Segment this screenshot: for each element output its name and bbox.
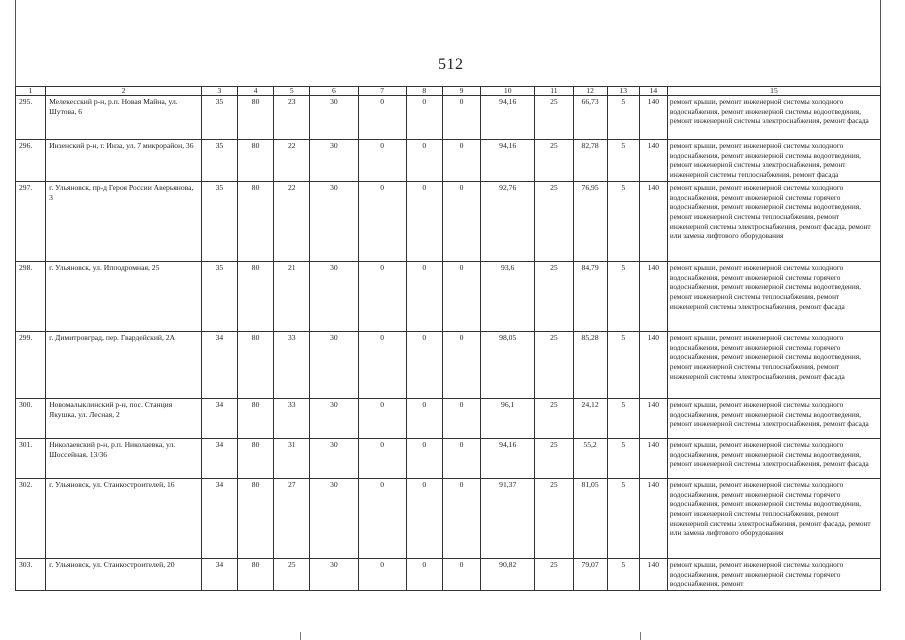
value-cell: 33 <box>274 331 310 398</box>
value-cell: 30 <box>310 140 358 182</box>
column-header: 11 <box>535 87 573 96</box>
bottom-scan-mark <box>640 632 641 640</box>
value-cell: 92,76 <box>481 181 535 261</box>
address-cell: г. Ульяновск, ул. Станкостроителей, 20 <box>46 558 202 590</box>
value-cell: 0 <box>442 438 480 478</box>
value-cell: 0 <box>358 140 406 182</box>
value-cell: 140 <box>639 261 667 331</box>
value-cell: 25 <box>535 140 573 182</box>
value-cell: 30 <box>310 398 358 438</box>
value-cell: 94,16 <box>481 96 535 140</box>
value-cell: 30 <box>310 478 358 558</box>
value-cell: 80 <box>238 181 274 261</box>
column-header: 15 <box>667 87 880 96</box>
column-header: 12 <box>573 87 607 96</box>
value-cell: 80 <box>238 558 274 590</box>
value-cell: 30 <box>310 438 358 478</box>
value-cell: 140 <box>639 181 667 261</box>
value-cell: 5 <box>607 478 639 558</box>
value-cell: 30 <box>310 558 358 590</box>
value-cell: 22 <box>274 140 310 182</box>
row-index: 302. <box>16 478 46 558</box>
table-row <box>16 261 881 331</box>
value-cell: 140 <box>639 140 667 182</box>
value-cell: 0 <box>406 181 442 261</box>
value-cell: 34 <box>201 398 237 438</box>
value-cell: 0 <box>358 438 406 478</box>
value-cell: 85,28 <box>573 331 607 398</box>
value-cell: 76,95 <box>573 181 607 261</box>
value-cell: 0 <box>406 398 442 438</box>
works-cell: ремонт крыши, ремонт инженерной системы холодного водоснабжения, ремонт инженерной системы водоотведения, ремонт инженерной системы электроснабжения, ремонт инженерной системы теплоснабжения, ремонт фасада <box>667 140 880 182</box>
value-cell: 24,12 <box>573 398 607 438</box>
table-row <box>16 331 881 398</box>
value-cell: 35 <box>201 140 237 182</box>
value-cell: 80 <box>238 398 274 438</box>
table-row <box>16 438 881 478</box>
value-cell: 25 <box>535 331 573 398</box>
value-cell: 27 <box>274 478 310 558</box>
value-cell: 0 <box>442 558 480 590</box>
value-cell: 81,05 <box>573 478 607 558</box>
row-index: 300. <box>16 398 46 438</box>
table-row <box>16 558 881 590</box>
value-cell: 80 <box>238 96 274 140</box>
column-header-row <box>16 87 881 96</box>
value-cell: 31 <box>274 438 310 478</box>
column-header: 9 <box>442 87 480 96</box>
column-header: 7 <box>358 87 406 96</box>
value-cell: 140 <box>639 478 667 558</box>
value-cell: 5 <box>607 96 639 140</box>
value-cell: 98,05 <box>481 331 535 398</box>
value-cell: 79,07 <box>573 558 607 590</box>
value-cell: 0 <box>442 478 480 558</box>
value-cell: 80 <box>238 261 274 331</box>
value-cell: 0 <box>358 331 406 398</box>
value-cell: 140 <box>639 438 667 478</box>
buildings-table <box>15 86 881 591</box>
value-cell: 140 <box>639 398 667 438</box>
value-cell: 25 <box>535 181 573 261</box>
works-cell: ремонт крыши, ремонт инженерной системы холодного водоснабжения, ремонт инженерной системы горячего водоснабжения, ремонт инженерной системы водоотведения, ремонт инженерной системы теплоснабжения, ремонт инженерной системы электроснабжения, ремонт фасада, ремонт или замена лифтового оборудования <box>667 181 880 261</box>
column-header: 5 <box>274 87 310 96</box>
page-number: 512 <box>438 56 464 73</box>
value-cell: 82,78 <box>573 140 607 182</box>
value-cell: 34 <box>201 558 237 590</box>
value-cell: 0 <box>442 398 480 438</box>
table-row <box>16 181 881 261</box>
value-cell: 0 <box>358 478 406 558</box>
value-cell: 35 <box>201 261 237 331</box>
value-cell: 25 <box>535 558 573 590</box>
value-cell: 30 <box>310 96 358 140</box>
value-cell: 30 <box>310 261 358 331</box>
value-cell: 25 <box>535 438 573 478</box>
table-row <box>16 478 881 558</box>
value-cell: 0 <box>406 438 442 478</box>
value-cell: 0 <box>442 181 480 261</box>
column-header: 6 <box>310 87 358 96</box>
value-cell: 96,1 <box>481 398 535 438</box>
address-cell: г. Ульяновск, пр-д Героя России Аверьянова, 3 <box>46 181 202 261</box>
value-cell: 0 <box>406 331 442 398</box>
value-cell: 34 <box>201 331 237 398</box>
column-header: 10 <box>481 87 535 96</box>
value-cell: 5 <box>607 140 639 182</box>
row-index: 303. <box>16 558 46 590</box>
value-cell: 91,37 <box>481 478 535 558</box>
value-cell: 0 <box>358 181 406 261</box>
value-cell: 5 <box>607 181 639 261</box>
works-cell: ремонт крыши, ремонт инженерной системы холодного водоснабжения, ремонт инженерной системы горячего водоснабжения, ремонт инженерной системы водоотведения, ремонт инженерной системы теплоснабжения, ремонт инженерной системы электроснабжения, ремонт фасада <box>667 331 880 398</box>
value-cell: 5 <box>607 398 639 438</box>
value-cell: 5 <box>607 261 639 331</box>
value-cell: 0 <box>406 96 442 140</box>
row-index: 298. <box>16 261 46 331</box>
address-cell: Инзенский р-н, г. Инза, ул. 7 микрорайон, 36 <box>46 140 202 182</box>
column-header: 8 <box>406 87 442 96</box>
value-cell: 0 <box>358 398 406 438</box>
value-cell: 33 <box>274 398 310 438</box>
value-cell: 0 <box>442 261 480 331</box>
value-cell: 80 <box>238 438 274 478</box>
value-cell: 140 <box>639 96 667 140</box>
value-cell: 25 <box>535 96 573 140</box>
value-cell: 0 <box>358 261 406 331</box>
address-cell: Николаевский р-н, р.п. Николаевка, ул. Шоссейная, 13/36 <box>46 438 202 478</box>
value-cell: 0 <box>406 261 442 331</box>
value-cell: 5 <box>607 331 639 398</box>
value-cell: 94,16 <box>481 438 535 478</box>
address-cell: г. Ульяновск, ул. Ипподромная, 25 <box>46 261 202 331</box>
value-cell: 66,73 <box>573 96 607 140</box>
value-cell: 5 <box>607 558 639 590</box>
left-scan-edge <box>15 0 16 90</box>
row-index: 301. <box>16 438 46 478</box>
value-cell: 0 <box>406 140 442 182</box>
value-cell: 35 <box>201 96 237 140</box>
value-cell: 0 <box>442 96 480 140</box>
row-index: 296. <box>16 140 46 182</box>
value-cell: 34 <box>201 478 237 558</box>
value-cell: 0 <box>442 331 480 398</box>
works-cell: ремонт крыши, ремонт инженерной системы холодного водоснабжения, ремонт инженерной системы водоотведения, ремонт инженерной системы электроснабжения, ремонт фасада <box>667 398 880 438</box>
value-cell: 5 <box>607 438 639 478</box>
works-cell: ремонт крыши, ремонт инженерной системы холодного водоснабжения, ремонт инженерной системы горячего водоснабжения, ремонт <box>667 558 880 590</box>
value-cell: 22 <box>274 181 310 261</box>
value-cell: 0 <box>406 558 442 590</box>
column-header: 2 <box>46 87 202 96</box>
value-cell: 80 <box>238 331 274 398</box>
column-header: 1 <box>16 87 46 96</box>
right-scan-edge <box>880 0 881 90</box>
row-index: 297. <box>16 181 46 261</box>
value-cell: 0 <box>358 558 406 590</box>
value-cell: 25 <box>535 398 573 438</box>
row-index: 295. <box>16 96 46 140</box>
address-cell: г. Димитровград, пер. Гвардейский, 2А <box>46 331 202 398</box>
value-cell: 140 <box>639 558 667 590</box>
works-cell: ремонт крыши, ремонт инженерной системы холодного водоснабжения, ремонт инженерной системы горячего водоснабжения, ремонт инженерной системы водоотведения, ремонт инженерной системы теплоснабжения, ремонт инженерной системы электроснабжения, ремонт фасада <box>667 261 880 331</box>
value-cell: 80 <box>238 478 274 558</box>
value-cell: 34 <box>201 438 237 478</box>
value-cell: 94,16 <box>481 140 535 182</box>
value-cell: 35 <box>201 181 237 261</box>
table-row <box>16 96 881 140</box>
column-header: 13 <box>607 87 639 96</box>
table-row <box>16 398 881 438</box>
value-cell: 23 <box>274 96 310 140</box>
column-header: 3 <box>201 87 237 96</box>
value-cell: 140 <box>639 331 667 398</box>
address-cell: Новомалыклинский р-н, пос. Станция Якушка, ул. Лесная, 2 <box>46 398 202 438</box>
bottom-scan-mark <box>300 632 301 640</box>
works-cell: ремонт крыши, ремонт инженерной системы холодного водоснабжения, ремонт инженерной системы водоотведения, ремонт инженерной системы электроснабжения, ремонт фасада <box>667 96 880 140</box>
column-header: 14 <box>639 87 667 96</box>
value-cell: 0 <box>406 478 442 558</box>
value-cell: 0 <box>358 96 406 140</box>
value-cell: 93,6 <box>481 261 535 331</box>
column-header: 4 <box>238 87 274 96</box>
value-cell: 30 <box>310 181 358 261</box>
value-cell: 21 <box>274 261 310 331</box>
value-cell: 25 <box>535 261 573 331</box>
address-cell: Мелекесский р-н, р.п. Новая Майна, ул. Шутова, 6 <box>46 96 202 140</box>
value-cell: 30 <box>310 331 358 398</box>
value-cell: 55,2 <box>573 438 607 478</box>
value-cell: 25 <box>274 558 310 590</box>
value-cell: 80 <box>238 140 274 182</box>
value-cell: 90,82 <box>481 558 535 590</box>
row-index: 299. <box>16 331 46 398</box>
works-cell: ремонт крыши, ремонт инженерной системы холодного водоснабжения, ремонт инженерной системы водоотведения, ремонт инженерной системы электроснабжения, ремонт фасада <box>667 438 880 478</box>
value-cell: 25 <box>535 478 573 558</box>
value-cell: 0 <box>442 140 480 182</box>
value-cell: 84,79 <box>573 261 607 331</box>
works-cell: ремонт крыши, ремонт инженерной системы холодного водоснабжения, ремонт инженерной системы горячего водоснабжения, ремонт инженерной системы водоотведения, ремонт инженерной системы теплоснабжения, ремонт инженерной системы электроснабжения, ремонт фасада, ремонт или замена лифтового оборудования <box>667 478 880 558</box>
address-cell: г. Ульяновск, ул. Станкостроителей, 16 <box>46 478 202 558</box>
table-row <box>16 140 881 182</box>
